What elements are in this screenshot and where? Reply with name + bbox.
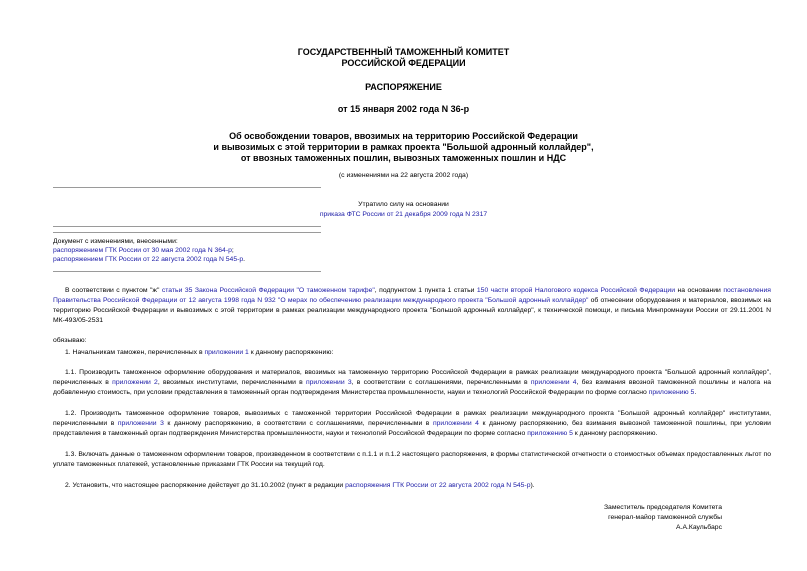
government-resolution-link[interactable]: постановления Правительства Российской Федерации от 12 августа 1998 года N 932 "О мерах по обеспечению реализации международного проекта "Большой адронный коллайдер" — [53, 287, 771, 304]
paragraph-1-3: 1.3. Включать данные о таможенном оформлении товаров, произведенном в соответствии с п.1.1 и п.1.2 настоящего распоряжения, в формы статистической отчетности о стоимостных объемах предоставленных льгот по уплате таможенных платежей, установленные приказами ГТК России на текущий год. — [53, 451, 771, 468]
appendix-2-link[interactable]: приложении 2 — [112, 379, 158, 386]
amendment-link[interactable]: распоряжением ГТК России от 22 августа 2002 года N 545-р — [53, 256, 244, 263]
amendments-block — [53, 237, 245, 264]
document-title-line-3: от ввозных таможенных пошлин, вывозных таможенных пошлин и НДС — [240, 153, 567, 163]
amendment-link[interactable]: распоряжением ГТК России от 30 мая 2002 года N 364-р — [53, 247, 232, 254]
amendment-item: распоряжением ГТК России от 22 августа 2002 года N 545-р. — [53, 256, 246, 263]
signature-block — [604, 503, 722, 533]
signatory-position: Заместитель председателя Комитета — [603, 504, 722, 511]
paragraph-1: 1. Начальникам таможен, перечисленных в приложении 1 к данному распоряжению: — [65, 349, 334, 356]
appendix-1-link[interactable]: приложении 1 — [204, 349, 249, 356]
paragraph-1-1: 1.1. Производить таможенное оформление оборудования и материалов, ввозимых на таможенную территорию Российской Федерации в рамках реализации международного проекта "Большой адронный коллайдер", перечисленных в приложении 2, ввозимых институтами, перечисленными в приложении 3, в соответствии с соглашениями, перечисленными в приложении 4, без взимания ввозной таможенной пошлины и налога на добавленную стоимость, при условии представления в таможенный орган подтверждения Министерства промышленности, науки и технологий Российской Федерации по форме согласно приложению 5. — [53, 369, 771, 396]
divider — [53, 226, 321, 227]
divider — [53, 187, 321, 188]
amendment-order-link[interactable]: распоряжения ГТК России от 22 августа 2002 года N 545-р — [345, 482, 531, 489]
amendment-item: распоряжением ГТК России от 30 мая 2002 года N 364-р; — [53, 247, 234, 254]
repeal-order-link[interactable]: приказа ФТС России от 21 декабря 2009 года N 2317 — [319, 211, 488, 218]
appendix-5-link[interactable]: приложению 5 — [648, 389, 695, 396]
law-link[interactable]: статьи 35 Закона Российской Федерации "О таможенном тарифе" — [161, 287, 375, 294]
appendix-4-link[interactable]: приложении 4 — [432, 420, 479, 427]
amendments-heading: Документ с изменениями, внесенными: — [53, 238, 178, 245]
signatory-rank: генерал-майор таможенной службы — [608, 514, 722, 521]
changes-note: (с изменениями на 22 августа 2002 года) — [338, 172, 469, 179]
preamble-paragraph: В соответствии с пунктом "ж" статьи 35 Закона Российской Федерации "О таможенном тарифе", подпунктом 1 пункта 1 статьи 150 части второй Налогового кодекса Российской Федерации на основании постановления Правительства Российской Федерации от 12 августа 1998 года N 932 "О мерах по обеспечению реализации международного проекта "Большой адронный коллайдер" об отнесении оборудования и материалов, ввозимых на территорию Российской Федерации и вывозимых с этой территории в рамках реализации международного проекта "Большой адронный коллайдер", к технической помощи, и письма Минпромнауки России от 29.11.2001 N МК-493/05-2531 — [53, 287, 771, 324]
appendix-3-link[interactable]: приложении 3 — [305, 379, 352, 386]
document-date: от 15 января 2002 года N 36-р — [337, 104, 470, 114]
divider — [53, 232, 321, 233]
repeal-note: Утратило силу на основании — [358, 201, 449, 208]
obligate-line: обязываю: — [53, 337, 87, 344]
issuer-line-1: ГОСУДАРСТВЕННЫЙ ТАМОЖЕННЫЙ КОМИТЕТ — [297, 47, 510, 57]
tax-code-link[interactable]: 150 части второй Налогового кодекса Российской Федерации — [476, 287, 676, 294]
document-type: РАСПОРЯЖЕНИЕ — [365, 82, 442, 92]
appendix-4-link[interactable]: приложении 4 — [530, 379, 577, 386]
appendix-3-link[interactable]: приложении 3 — [117, 420, 164, 427]
document-title-line-1: Об освобождении товаров, ввозимых на территорию Российской Федерации — [229, 131, 578, 141]
repeal-link-line — [0, 210, 807, 219]
signatory-name: А.А.Каульбарс — [676, 524, 722, 531]
divider — [53, 271, 321, 272]
issuer-line-2: РОССИЙСКОЙ ФЕДЕРАЦИИ — [341, 58, 466, 68]
document-title-line-2: и вывозимых с этой территории в рамках проекта "Большой адронный коллайдер", — [213, 142, 594, 152]
paragraph-2: 2. Установить, что настоящее распоряжение действует до 31.10.2002 (пункт в редакции распоряжения ГТК России от 22 августа 2002 года N 545-р). — [65, 482, 535, 489]
appendix-5-link[interactable]: приложению 5 — [527, 430, 573, 437]
paragraph-1-2: 1.2. Производить таможенное оформление товаров, вывозимых с таможенной территории Российской Федерации в рамках реализации международного проекта "Большой адронный коллайдер" институтами, перечисленными в приложении 3 к данному распоряжению, в соответствии с соглашениями, перечисленными в приложении 4 к данному распоряжению, без взимания вывозной таможенной пошлины, при условии представления в таможенный орган подтверждения Министерства промышленности, науки и технологий Российской Федерации по форме согласно приложению 5 к данному распоряжению. — [53, 410, 771, 437]
